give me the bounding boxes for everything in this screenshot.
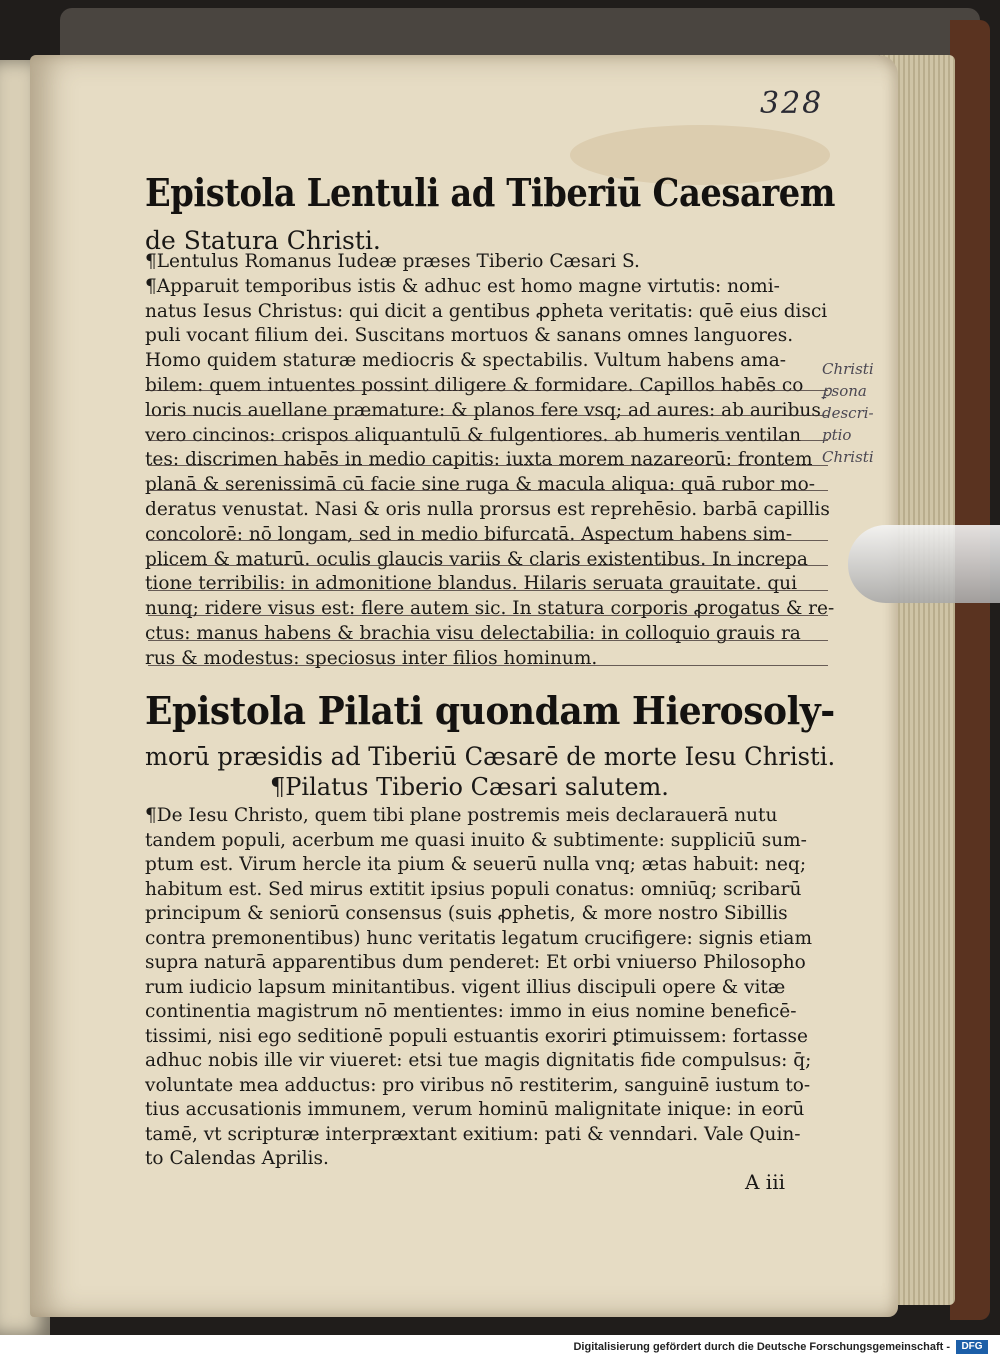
margin-note: descri- xyxy=(822,404,874,422)
text-line: to Calendas Aprilis. xyxy=(145,1148,329,1169)
text-line: principum & seniorū consensus (suis ꝓphetis, & more nostro Sibillis xyxy=(145,903,788,924)
underline-mark xyxy=(148,615,828,616)
text-line: ctus: manus habens & brachia visu delectabilia: in colloquio grauis ra xyxy=(145,623,801,644)
text-line: Homo quidem staturæ mediocris & spectabilis. Vultum habens ama- xyxy=(145,350,786,372)
underline-mark xyxy=(148,665,828,666)
text-line: bilem: quem intuentes possint diligere & formidare. Capillos habēs co xyxy=(145,375,804,396)
text-line: ¶Lentulus Romanus Iudeæ præses Tiberio Cæsari S. xyxy=(145,251,640,272)
letter1-title: Epistola Lentuli ad Tiberiū Caesarem xyxy=(145,170,835,215)
letter2-title: Epistola Pilati quondam Hierosoly- xyxy=(145,688,835,733)
footer-bar xyxy=(0,1335,1000,1359)
text-line: ¶De Iesu Christo, quem tibi plane postremis meis declarauerā nutu xyxy=(145,805,778,826)
text-line: loris nucis auellane præmature: & planos fere vsq; ad aures: ab auribus xyxy=(145,399,821,421)
margin-note: Christi xyxy=(822,360,874,378)
underline-mark xyxy=(148,640,828,641)
text-line: nunq; ridere visus est: flere autem sic. In statura corporis ꝓrogatus & re- xyxy=(145,598,835,620)
folio-number: 328 xyxy=(760,86,824,121)
dfg-logo: DFG xyxy=(956,1340,988,1354)
underline-mark xyxy=(148,590,828,591)
funding-credit: Digitalisierung gefördert durch die Deutsche Forschungsgemeinschaft - xyxy=(573,1341,950,1353)
text-line: tes: discrimen habēs in medio capitis: iuxta morem nazareorū: frontem xyxy=(145,449,813,471)
underline-mark xyxy=(148,565,828,566)
text-line: tamē, vt scripturæ interpræxtant exitium: pati & venndari. Vale Quin- xyxy=(145,1123,801,1145)
text-line: puli vocant filium dei. Suscitans mortuos & sanans omnes languores. xyxy=(145,325,794,347)
text-line: rum iudicio lapsum minitantibus. vigent illius discipuli opere & vitæ xyxy=(145,976,786,998)
margin-note: ptio xyxy=(822,426,852,444)
text-line: plicem & maturū. oculis glaucis variis & claris existentibus. In increpa xyxy=(145,548,808,570)
text-line: rus & modestus: speciosus inter filios hominum. xyxy=(145,647,598,669)
text-line: vero cincinos: crispos aliquantulū & fulgentiores. ab humeris ventilan xyxy=(145,424,801,446)
letter2-salutation: ¶Pilatus Tiberio Cæsari salutem. xyxy=(270,773,669,801)
text-line: tione terribilis: in admonitione blandus. Hilaris seruata grauitate. qui xyxy=(145,573,797,595)
text-line: tius accusationis immunem, verum hominū malignitate inique: in eorū xyxy=(145,1099,805,1120)
text-line: continentia magistrum nō mentientes: immo in eius nomine beneficē- xyxy=(145,1001,797,1022)
underline-mark xyxy=(148,415,828,416)
signature-mark: A iii xyxy=(745,1170,785,1194)
text-line: adhuc nobis ille vir viueret: etsi tue magis dignitatis fide compulsus: q̄; xyxy=(145,1050,812,1071)
transparent-page-holder xyxy=(848,525,1000,603)
text-line: deratus venustat. Nasi & oris nulla prorsus est reprehēsio. barbā capillis xyxy=(145,499,830,520)
text-line: tissimi, nisi ego seditionē populi estuantis exoriri ꝑtimuissem: fortasse xyxy=(145,1025,808,1047)
margin-note: ꝑsona xyxy=(822,382,867,400)
underline-mark xyxy=(148,490,828,491)
underline-mark xyxy=(148,440,828,441)
margin-note: Christi xyxy=(822,448,874,466)
underline-mark xyxy=(148,390,828,391)
text-line: contra premonentibus) hunc veritatis legatum crucifigere: signis etiam xyxy=(145,927,813,949)
text-line: natus Iesus Christus: qui dicit a gentibus ꝓpheta veritatis: quē eius disci xyxy=(145,300,828,322)
text-line: tandem populi, acerbum me quasi inuito & subtimente: suppliciū sum- xyxy=(145,829,807,851)
text-line: supra naturā apparentibus dum penderet: Et orbi vniuerso Philosopho xyxy=(145,952,806,973)
text-line: ptum est. Virum hercle ita pium & seuerū nulla vnq; ætas habuit: neq; xyxy=(145,854,807,875)
text-line: concolorē: nō longam, sed in medio bifurcatā. Aspectum habens sim- xyxy=(145,523,793,545)
book-cover-edge xyxy=(950,20,990,1320)
underline-mark xyxy=(148,465,828,466)
letter2-subtitle: morū præsidis ad Tiberiū Cæsarē de morte Iesu Christi. xyxy=(145,742,836,771)
underline-mark xyxy=(148,540,828,541)
text-line: planā & serenissimā cū facie sine ruga & macula aliqua: quā rubor mo- xyxy=(145,474,816,496)
letter1-subtitle: de Statura Christi. xyxy=(145,226,381,255)
text-line: ¶Apparuit temporibus istis & adhuc est homo magne virtutis: nomi- xyxy=(145,275,780,297)
text-line: habitum est. Sed mirus extitit ipsius populi conatus: omniūq; scribarū xyxy=(145,878,802,900)
text-line: voluntate mea adductus: pro viribus nō restiterim, sanguinē iustum to- xyxy=(145,1074,811,1096)
